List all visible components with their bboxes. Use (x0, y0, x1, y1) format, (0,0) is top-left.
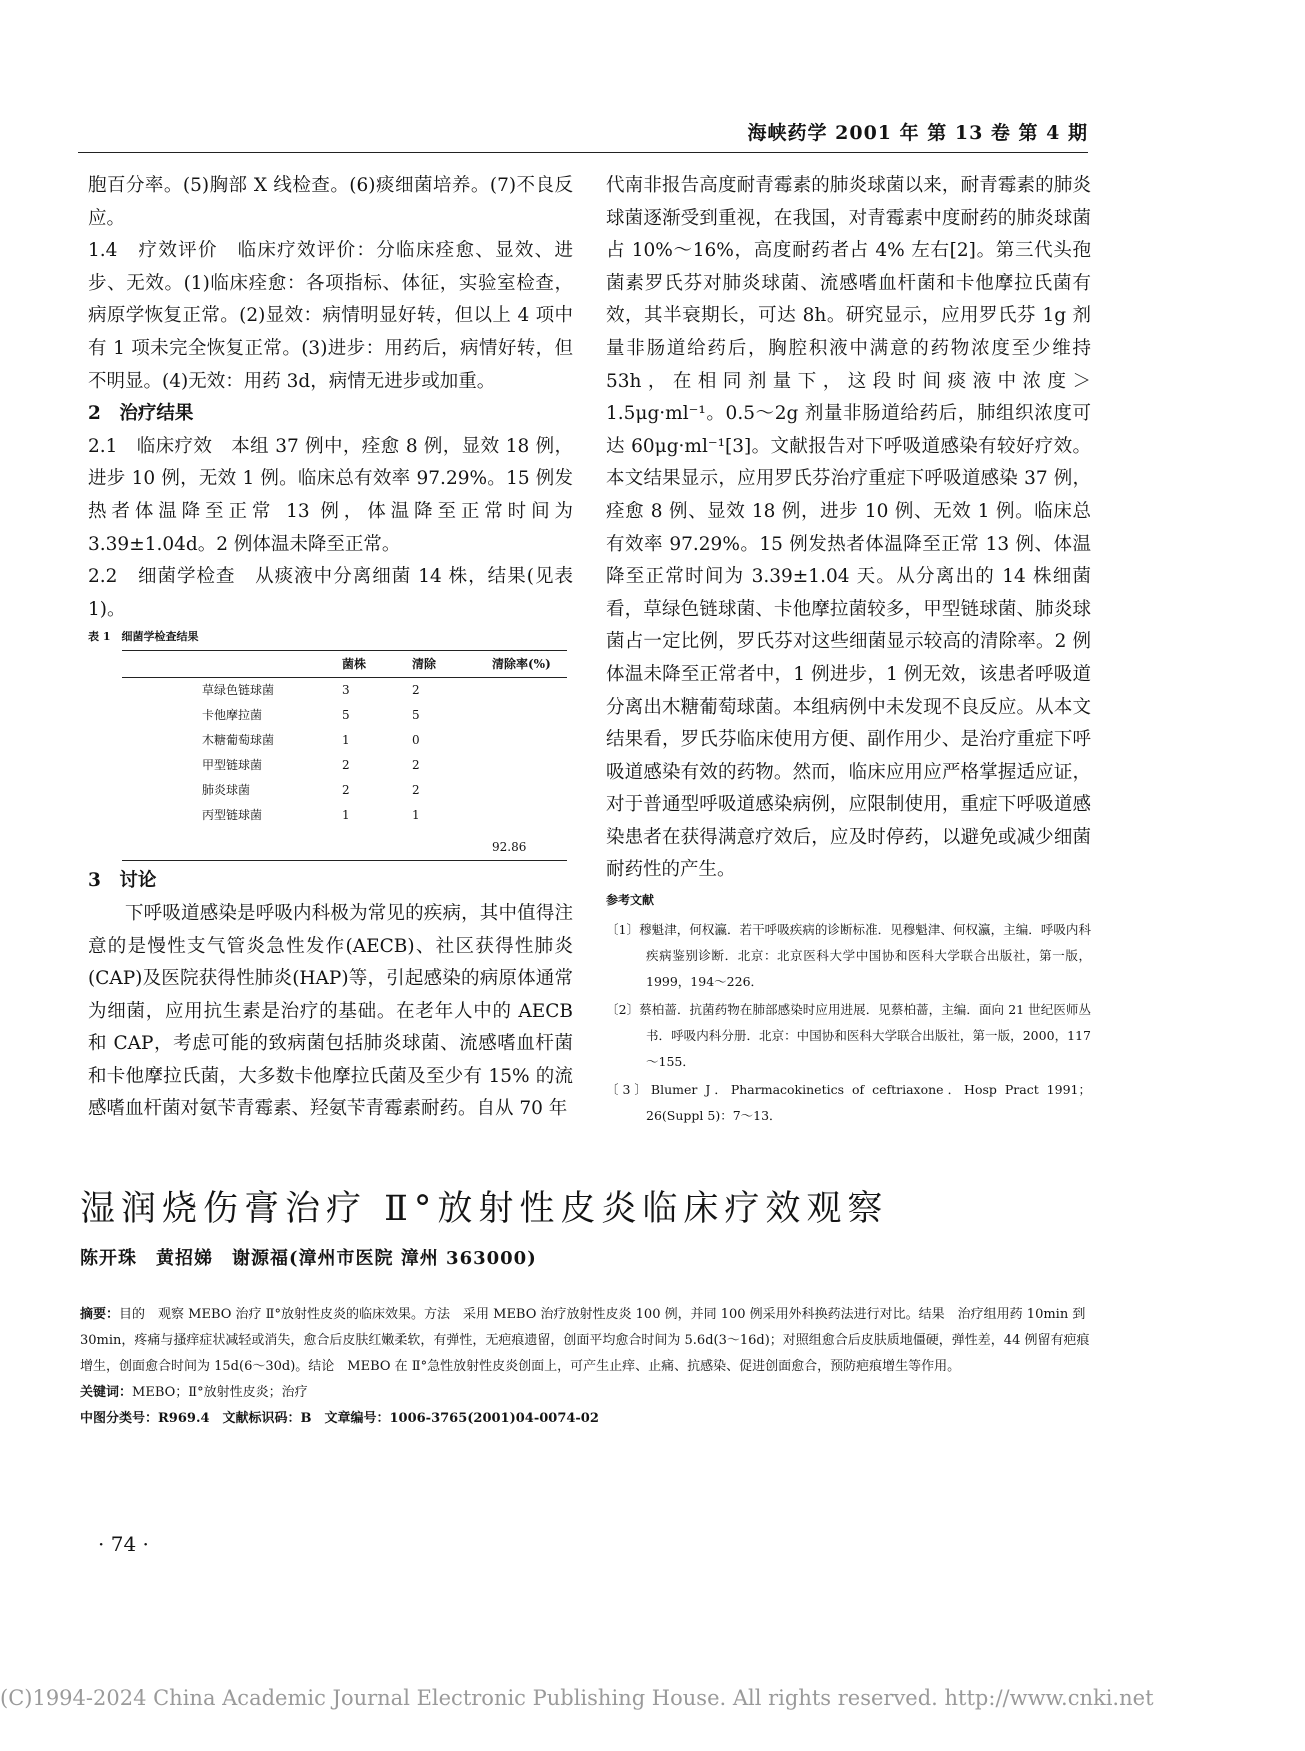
total-clearance-rate: 92.86 (492, 828, 567, 861)
table-cell: 1 (342, 808, 350, 823)
table-cell (492, 703, 567, 728)
bacteria-table (122, 650, 567, 861)
table-cell: 丙型链球菌 (202, 808, 263, 823)
paragraph: 下呼吸道感染是呼吸内科极为常见的疾病，其中值得注意的是慢性支气管炎急性发作(AECB)、社区获得性肺炎(CAP)及医院获得性肺炎(HAP)等，引起感染的病原体通常为细菌，应用抗生素是治疗的基础。在老年人中的 AECB 和 CAP，考虑可能的致病菌包括肺炎球菌、流感嗜血杆菌和卡他摩拉氏菌，大多数卡他摩拉氏菌及至少有 15% 的流感嗜血杆菌对氨苄青霉素、羟氨苄青霉素耐药。自从 70 年 (88, 902, 573, 1120)
table-caption: 表 1 细菌学检查结果 (88, 630, 199, 644)
table-cell: 木糖葡萄球菌 (202, 733, 275, 748)
right-column (606, 170, 1091, 1131)
table-cell (492, 778, 567, 803)
table-cell: 甲型链球菌 (202, 758, 263, 773)
reference-item: 〔3〕Blumer J．Pharmacokinetics of ceftriaxone．Hosp Pract 1991；26(Suppl 5)：7～13． (606, 1082, 1091, 1124)
abstract (80, 1302, 1090, 1380)
table-header-cell: 清除 (412, 651, 492, 678)
table-cell: 1 (342, 733, 350, 748)
reference-item: 〔2〕蔡柏蔷．抗菌药物在肺部感染时应用进展．见蔡柏蔷，主编．面向 21 世纪医师丛书．呼吸内科分册．北京：中国协和医科大学联合出版社，第一版，2000，117～155． (606, 1002, 1091, 1070)
header-rule (78, 152, 1088, 153)
table-cell: 肺炎球菌 (202, 783, 251, 798)
table-row (122, 728, 567, 753)
left-column (88, 170, 573, 1126)
reference-item: 〔1〕穆魁津，何权瀛．若干呼吸疾病的诊断标准．见穆魁津、何权瀛，主编．呼吸内科疾病鉴别诊断．北京：北京医科大学中国协和医科大学联合出版社，第一版，1999，194～226． (606, 922, 1091, 990)
classification-line: 中图分类号：R969.4 文献标识码：B 文章编号：1006-3765(2001)04-0074-02 (80, 1411, 599, 1426)
keywords-label: 关键词： (80, 1385, 133, 1400)
table-cell (492, 728, 567, 753)
paragraph: 2.2 细菌学检查 从痰液中分离细菌 14 株，结果(见表 1)。 (88, 566, 573, 620)
table-cell: 5 (342, 708, 350, 723)
article-title: 湿润烧伤膏治疗 Ⅱ°放射性皮炎临床疗效观察 (80, 1189, 889, 1229)
table-row (122, 803, 567, 828)
table-total-row (122, 828, 567, 861)
journal-info: 海峡药学 2001 年 第 13 卷 第 4 期 (747, 122, 1088, 144)
table-header-row (122, 651, 567, 678)
table-cell: 2 (342, 758, 350, 773)
table-cell: 2 (342, 783, 350, 798)
table-cell: 2 (412, 683, 420, 698)
table-cell (492, 753, 567, 778)
keywords (80, 1380, 1090, 1406)
table-row (122, 778, 567, 803)
page-number: · 74 · (98, 1532, 149, 1556)
table-cell: 2 (412, 783, 420, 798)
references-title: 参考文献 (606, 893, 655, 908)
table-cell: 0 (412, 733, 420, 748)
table-cell: 3 (342, 683, 350, 698)
table-cell (492, 678, 567, 704)
table-row (122, 678, 567, 704)
section-heading: 3 讨论 (88, 870, 157, 892)
section-heading: 2 治疗结果 (88, 403, 194, 425)
table-cell: 2 (412, 758, 420, 773)
keywords-text: MEBO；Ⅱ°放射性皮炎；治疗 (132, 1385, 308, 1400)
abstract-text: 目的 观察 MEBO 治疗 Ⅱ°放射性皮炎的临床效果。方法 采用 MEBO 治疗放射性皮炎 100 例，并同 100 例采用外科换药法进行对比。结果 治疗组用药 10min 到 30min，疼痛与搔痒症状减轻或消失，愈合后皮肤红嫩柔软，有弹性，无疤痕遗留，创面平均愈合时间为 5.6d(3～16d)；对照组愈合后皮肤质地僵硬，弹性差，44 例留有疤痕增生，创面愈合时间为 15d(6～30d)。结论 MEBO 在 Ⅱ°急性放射性皮炎创面上，可产生止痒、止痛、抗感染、促进创面愈合，预防疤痕增生等作用。 (80, 1307, 1090, 1374)
paragraph: 代南非报告高度耐青霉素的肺炎球菌以来，耐青霉素的肺炎球菌逐渐受到重视，在我国，对青霉素中度耐药的肺炎球菌占 10%～16%，高度耐药者占 4% 左右[2]。第三代头孢菌素罗氏芬对肺炎球菌、流感嗜血杆菌和卡他摩拉氏菌有效，其半衰期长，可达 8h。研究显示，应用罗氏芬 1g 剂量非肠道给药后，胸腔积液中满意的药物浓度至少维持 53h，在相同剂量下，这段时间痰液中浓度＞1.5μg·ml⁻¹。0.5～2g 剂量非肠道给药后，肺组织浓度可达 60μg·ml⁻¹[3]。文献报告对下呼吸道感染有较好疗效。本文结果显示，应用罗氏芬治疗重症下呼吸道感染 37 例，痊愈 8 例、显效 18 例，进步 10 例、无效 1 例。临床总有效率 97.29%。15 例发热者体温降至正常 13 例、体温降至正常时间为 3.39±1.04 天。从分离出的 14 株细菌看，草绿色链球菌、卡他摩拉菌较多，甲型链球菌、肺炎球菌占一定比例，罗氏芬对这些细菌显示较高的清除率。2 例体温未降至正常者中，1 例进步，1 例无效，该患者呼吸道分离出木糖葡萄球菌。本组病例中未发现不良反应。从本文结果看，罗氏芬临床使用方便、副作用少、是治疗重症下呼吸道感染有效的药物。然而，临床应用应严格掌握适应证，对于普通型呼吸道感染病例，应限制使用，重症下呼吸道感染患者在获得满意疗效后，应及时停药，以避免或减少细菌耐药性的产生。 (606, 175, 1091, 881)
table-header-cell: 菌株 (342, 651, 412, 678)
table-cell: 1 (412, 808, 420, 823)
table-header-cell (122, 651, 342, 678)
table-row (122, 753, 567, 778)
table-cell: 卡他摩拉菌 (202, 708, 263, 723)
table-row (122, 703, 567, 728)
table-cell: 5 (412, 708, 420, 723)
paragraph: 胞百分率。(5)胸部 X 线检查。(6)痰细菌培养。(7)不良反应。 (88, 175, 573, 229)
copyright-footer: (C)1994-2024 China Academic Journal Electronic Publishing House. All rights reserved. http://www.cnki.net (0, 1686, 1154, 1710)
abstract-block (80, 1302, 1090, 1432)
table-cell (492, 803, 567, 828)
abstract-label: 摘要： (80, 1307, 120, 1322)
table-cell: 草绿色链球菌 (202, 683, 275, 698)
table-header-cell: 清除率(%) (492, 651, 567, 678)
article-authors: 陈开珠 黄招娣 谢源福(漳州市医院 漳州 363000) (80, 1248, 537, 1269)
paragraph: 2.1 临床疗效 本组 37 例中，痊愈 8 例，显效 18 例，进步 10 例，无效 1 例。临床总有效率 97.29%。15 例发热者体温降至正常 13 例，体温降至正常时间为 3.39±1.04d。2 例体温未降至正常。 (88, 435, 573, 555)
paragraph: 1.4 疗效评价 临床疗效评价：分临床痊愈、显效、进步、无效。(1)临床痊愈：各项指标、体征，实验室检查，病原学恢复正常。(2)显效：病情明显好转，但以上 4 项中有 1 项未完全恢复正常。(3)进步：用药后，病情好转，但不明显。(4)无效：用药 3d，病情无进步或加重。 (88, 240, 573, 392)
